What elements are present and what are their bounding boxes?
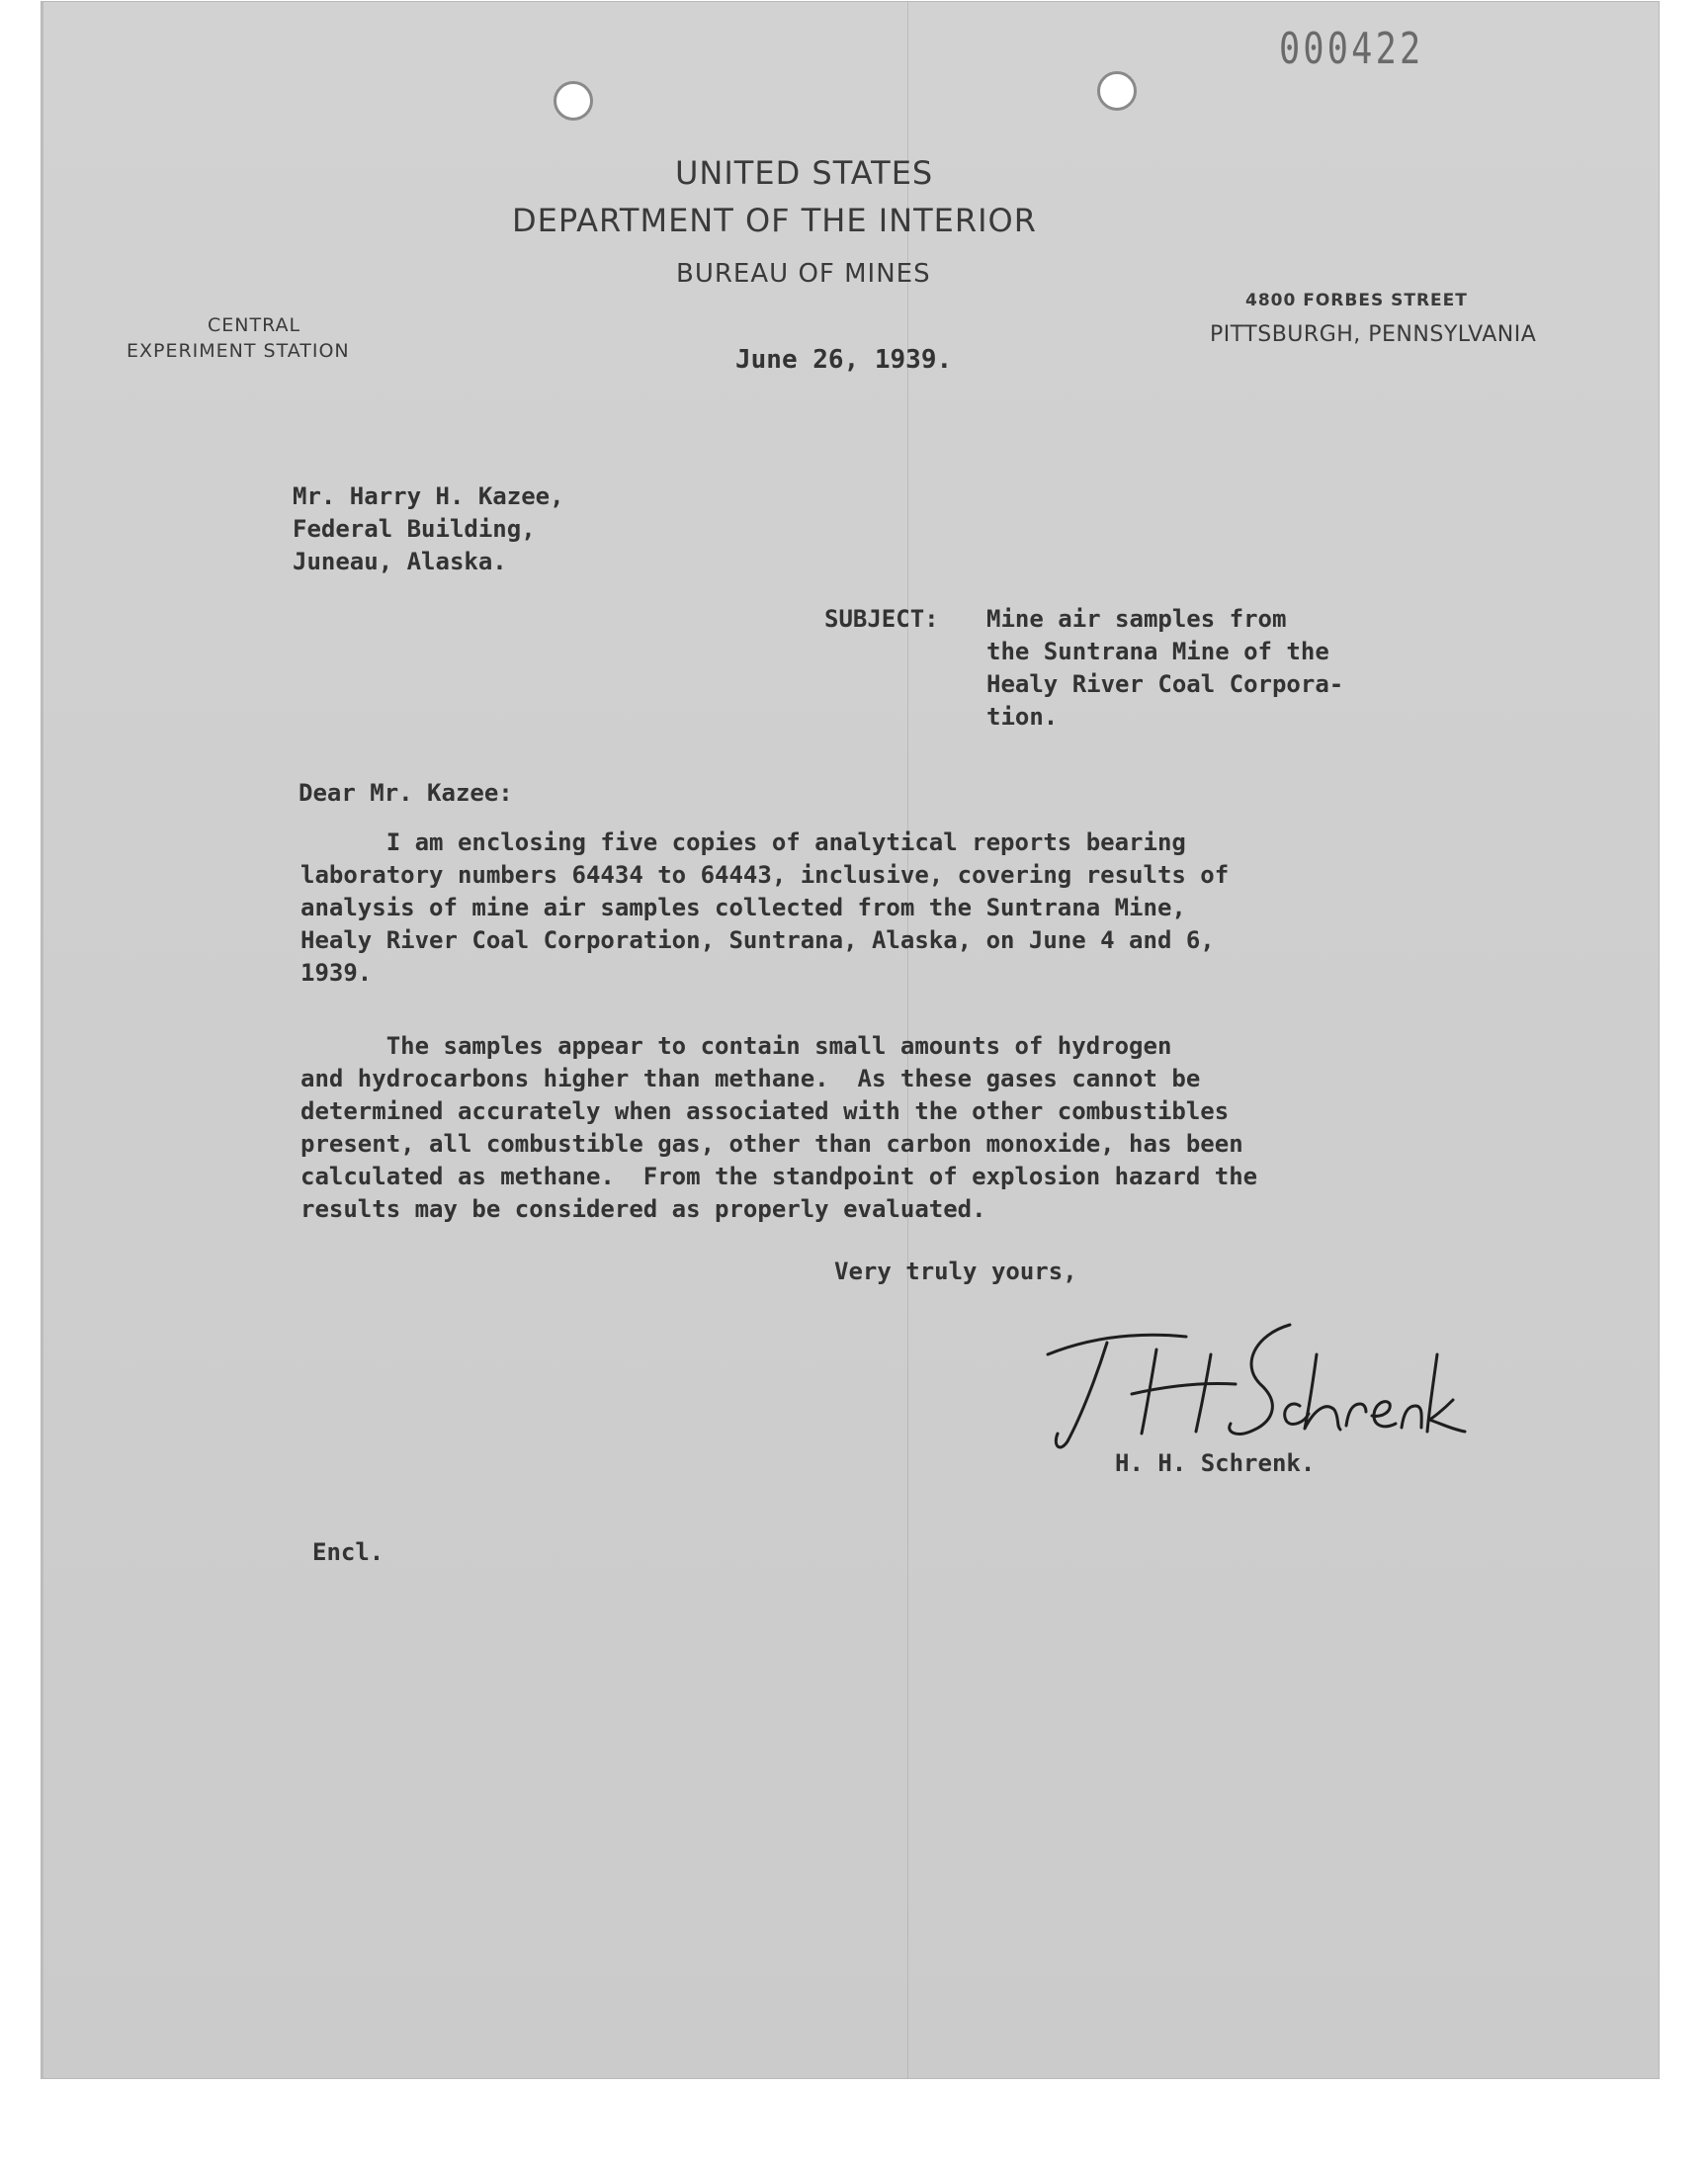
subject-text [986, 603, 1343, 734]
paragraph-line: 1939. [300, 959, 373, 987]
letterhead-bureau: BUREAU OF MINES [676, 259, 931, 289]
paragraph-line: determined accurately when associated with the other combustibles [300, 1097, 1230, 1125]
letterhead-station-line2: EXPERIMENT STATION [127, 340, 350, 362]
recipient-address [293, 480, 564, 578]
paragraph-line: results may be considered as properly evaluated. [300, 1195, 986, 1223]
body-paragraph-1 [300, 826, 1229, 990]
recipient-line2: Federal Building, [293, 515, 536, 543]
letterhead-department: DEPARTMENT OF THE INTERIOR [512, 202, 1037, 239]
subject-label: SUBJECT: [824, 605, 939, 633]
subject-line3: Healy River Coal Corpora- [986, 670, 1344, 698]
subject-line1: Mine air samples from [986, 605, 1287, 633]
paragraph-line: analysis of mine air samples collected from the Suntrana Mine, [300, 894, 1186, 921]
subject-line2: the Suntrana Mine of the [986, 638, 1329, 665]
subject-line4: tion. [986, 703, 1059, 731]
letter-date: June 26, 1939. [735, 345, 953, 375]
paragraph-line: present, all combustible gas, other than carbon monoxide, has been [300, 1130, 1243, 1158]
body-paragraph-2 [300, 1030, 1257, 1226]
letterhead-country: UNITED STATES [675, 154, 934, 192]
paragraph-line: laboratory numbers 64434 to 64443, inclusive, covering results of [300, 861, 1230, 889]
recipient-line3: Juneau, Alaska. [293, 548, 507, 575]
serial-number: 000422 [1279, 24, 1424, 74]
signer-name: H. H. Schrenk. [1115, 1449, 1316, 1477]
paragraph-line: The samples appear to contain small amounts of hydrogen [300, 1032, 1172, 1060]
enclosure-note: Encl. [312, 1538, 384, 1566]
handwritten-signature [1038, 1315, 1473, 1453]
paragraph-line: Healy River Coal Corporation, Suntrana, Alaska, on June 4 and 6, [300, 926, 1215, 954]
paragraph-line: calculated as methane. From the standpoint of explosion hazard the [300, 1163, 1258, 1190]
closing: Very truly yours, [834, 1258, 1077, 1285]
punch-hole-right [1097, 71, 1137, 111]
letterhead-city: PITTSBURGH, PENNSYLVANIA [1210, 322, 1537, 347]
paragraph-line: I am enclosing five copies of analytical reports bearing [300, 828, 1186, 856]
paragraph-line: and hydrocarbons higher than methane. As these gases cannot be [300, 1065, 1201, 1092]
letterhead-street: 4800 FORBES STREET [1245, 291, 1468, 310]
recipient-line1: Mr. Harry H. Kazee, [293, 482, 564, 510]
punch-hole-left [554, 81, 593, 121]
letterhead-station-line1: CENTRAL [208, 314, 301, 336]
salutation: Dear Mr. Kazee: [299, 779, 513, 807]
